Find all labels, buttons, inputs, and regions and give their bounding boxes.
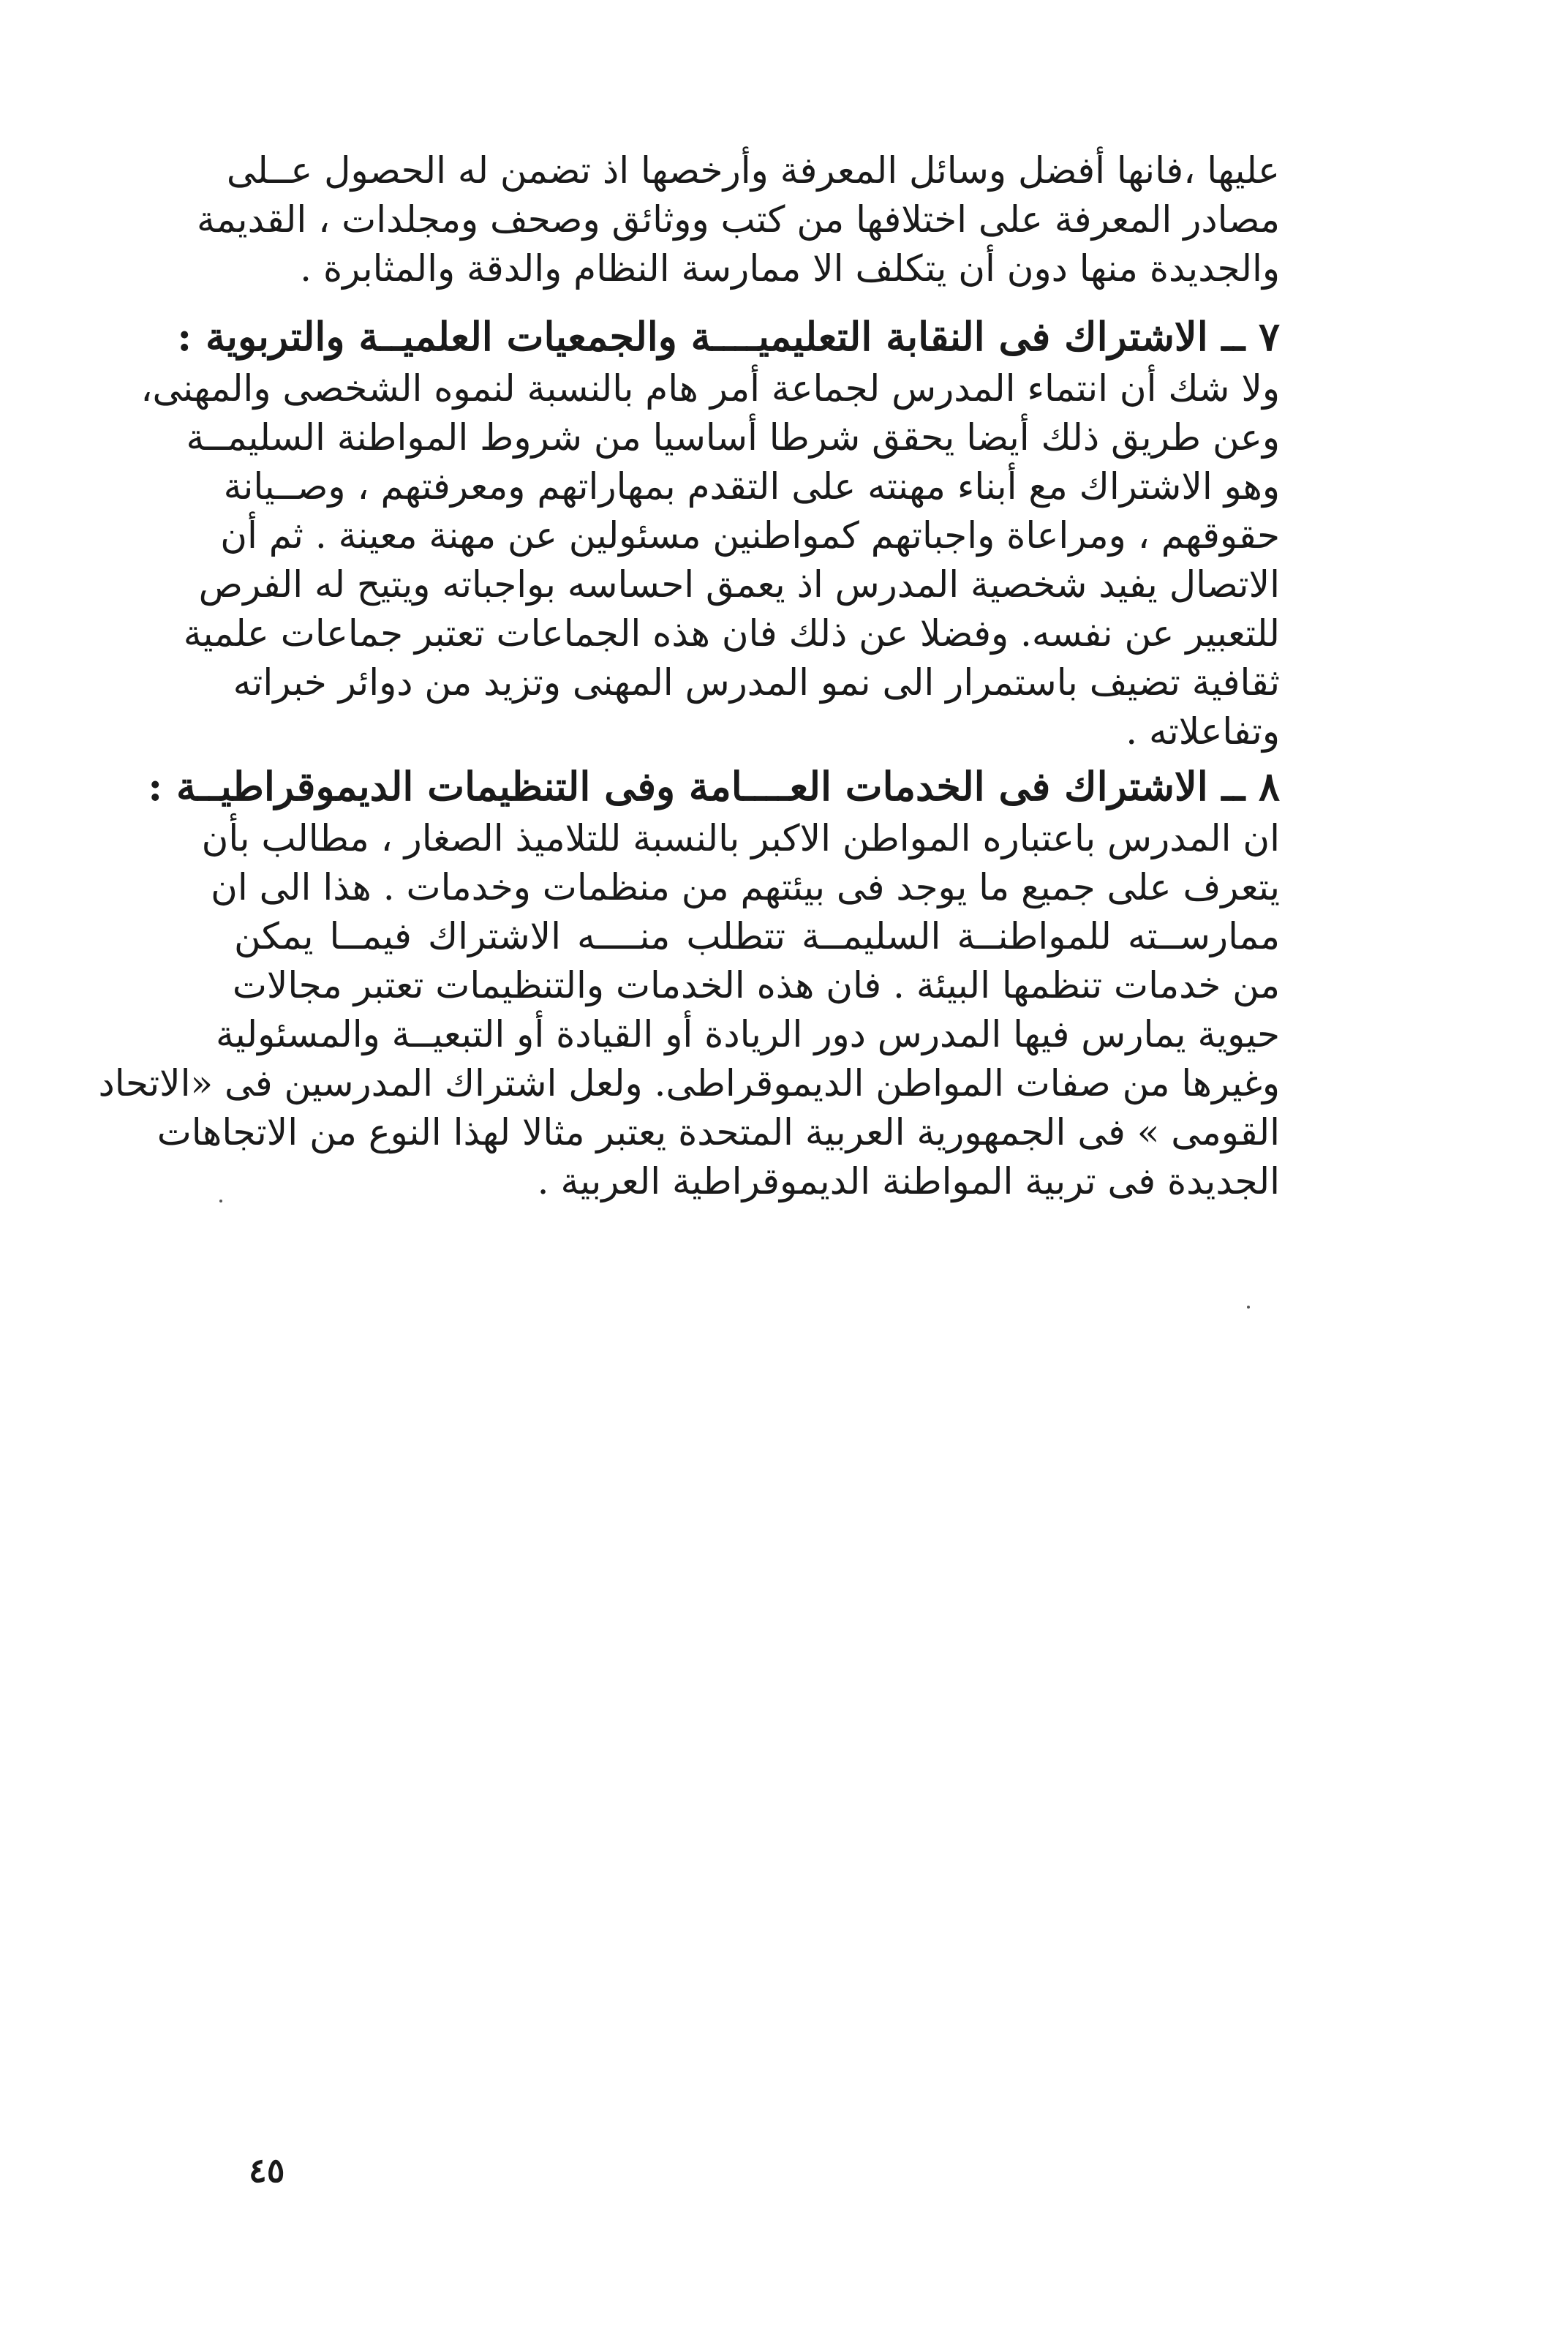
paragraph-line: ان المدرس باعتباره المواطن الاكبر بالنسبة للتلاميذ الصغار ، مطالب بأن <box>201 817 1280 859</box>
paragraph-line: ولا شك أن انتماء المدرس لجماعة أمر هام بالنسبة لنموه الشخصى والمهنى، <box>140 367 1280 410</box>
paragraph-line: يتعرف على جميع ما يوجد فى بيئتهم من منظمات وخدمات . هذا الى ان <box>211 866 1280 908</box>
paragraph-line: الجديدة فى تربية المواطنة الديموقراطية العربية . <box>537 1160 1280 1202</box>
page-number: ٤٥ <box>249 2150 285 2190</box>
paragraph-line: حيوية يمارس فيها المدرس دور الريادة أو القيادة أو التبعيــة والمسئولية <box>215 1013 1280 1055</box>
paragraph-line: وغيرها من صفات المواطن الديموقراطى. ولعل اشتراك المدرسين فى «الاتحاد <box>98 1062 1280 1104</box>
paragraph-line: الاتصال يفيد شخصية المدرس اذ يعمق احساسه بواجباته ويتيح له الفرص <box>198 563 1280 606</box>
scan-speck <box>219 1200 222 1202</box>
paragraph-line: وتفاعلاته . <box>1126 710 1280 753</box>
section-7-heading: ٧ ــ الاشتراك فى النقابة التعليميــــة والجمعيات العلميــة والتربوية : <box>177 313 1280 360</box>
paragraph-line: من خدمات تنظمها البيئة . فان هذه الخدمات والتنظيمات تعتبر مجالات <box>232 964 1280 1006</box>
paragraph-line: ثقافية تضيف باستمرار الى نمو المدرس المهنى وتزيد من دوائر خبراته <box>233 661 1280 704</box>
paragraph-line: حقوقهم ، ومراعاة واجباتهم كمواطنين مسئولين عن مهنة معينة . ثم أن <box>220 514 1280 557</box>
paragraph-line: القومى » فى الجمهورية العربية المتحدة يعتبر مثالا لهذا النوع من الاتجاهات <box>157 1111 1280 1153</box>
paragraph-line: مصادر المعرفة على اختلافها من كتب ووثائق وصحف ومجلدات ، القديمة <box>196 198 1280 241</box>
paragraph-line: والجديدة منها دون أن يتكلف الا ممارسة النظام والدقة والمثابرة . <box>300 247 1280 290</box>
paragraph-line: للتعبير عن نفسه. وفضلا عن ذلك فان هذه الجماعات تعتبر جماعات علمية <box>183 612 1280 655</box>
intro-paragraph <box>196 146 1280 293</box>
scan-speck <box>1247 1306 1250 1309</box>
paragraph-line: ممارســته للمواطنــة السليمــة تتطلب منــــه الاشتراك فيمــا يمكن <box>234 915 1280 957</box>
paragraph-line: وعن طريق ذلك أيضا يحقق شرطا أساسيا من شروط المواطنة السليمــة <box>186 416 1280 459</box>
paragraph-line: عليها ،فانها أفضل وسائل المعرفة وأرخصها اذ تضمن له الحصول عــلى <box>226 149 1280 192</box>
section-7-paragraph <box>140 364 1280 756</box>
paragraph-line: وهو الاشتراك مع أبناء مهنته على التقدم بمهاراتهم ومعرفتهم ، وصــيانة <box>223 465 1280 508</box>
section-8-paragraph <box>98 814 1280 1206</box>
section-8-heading: ٨ ــ الاشتراك فى الخدمات العــــامة وفى التنظيمات الديموقراطيــة : <box>148 763 1280 810</box>
